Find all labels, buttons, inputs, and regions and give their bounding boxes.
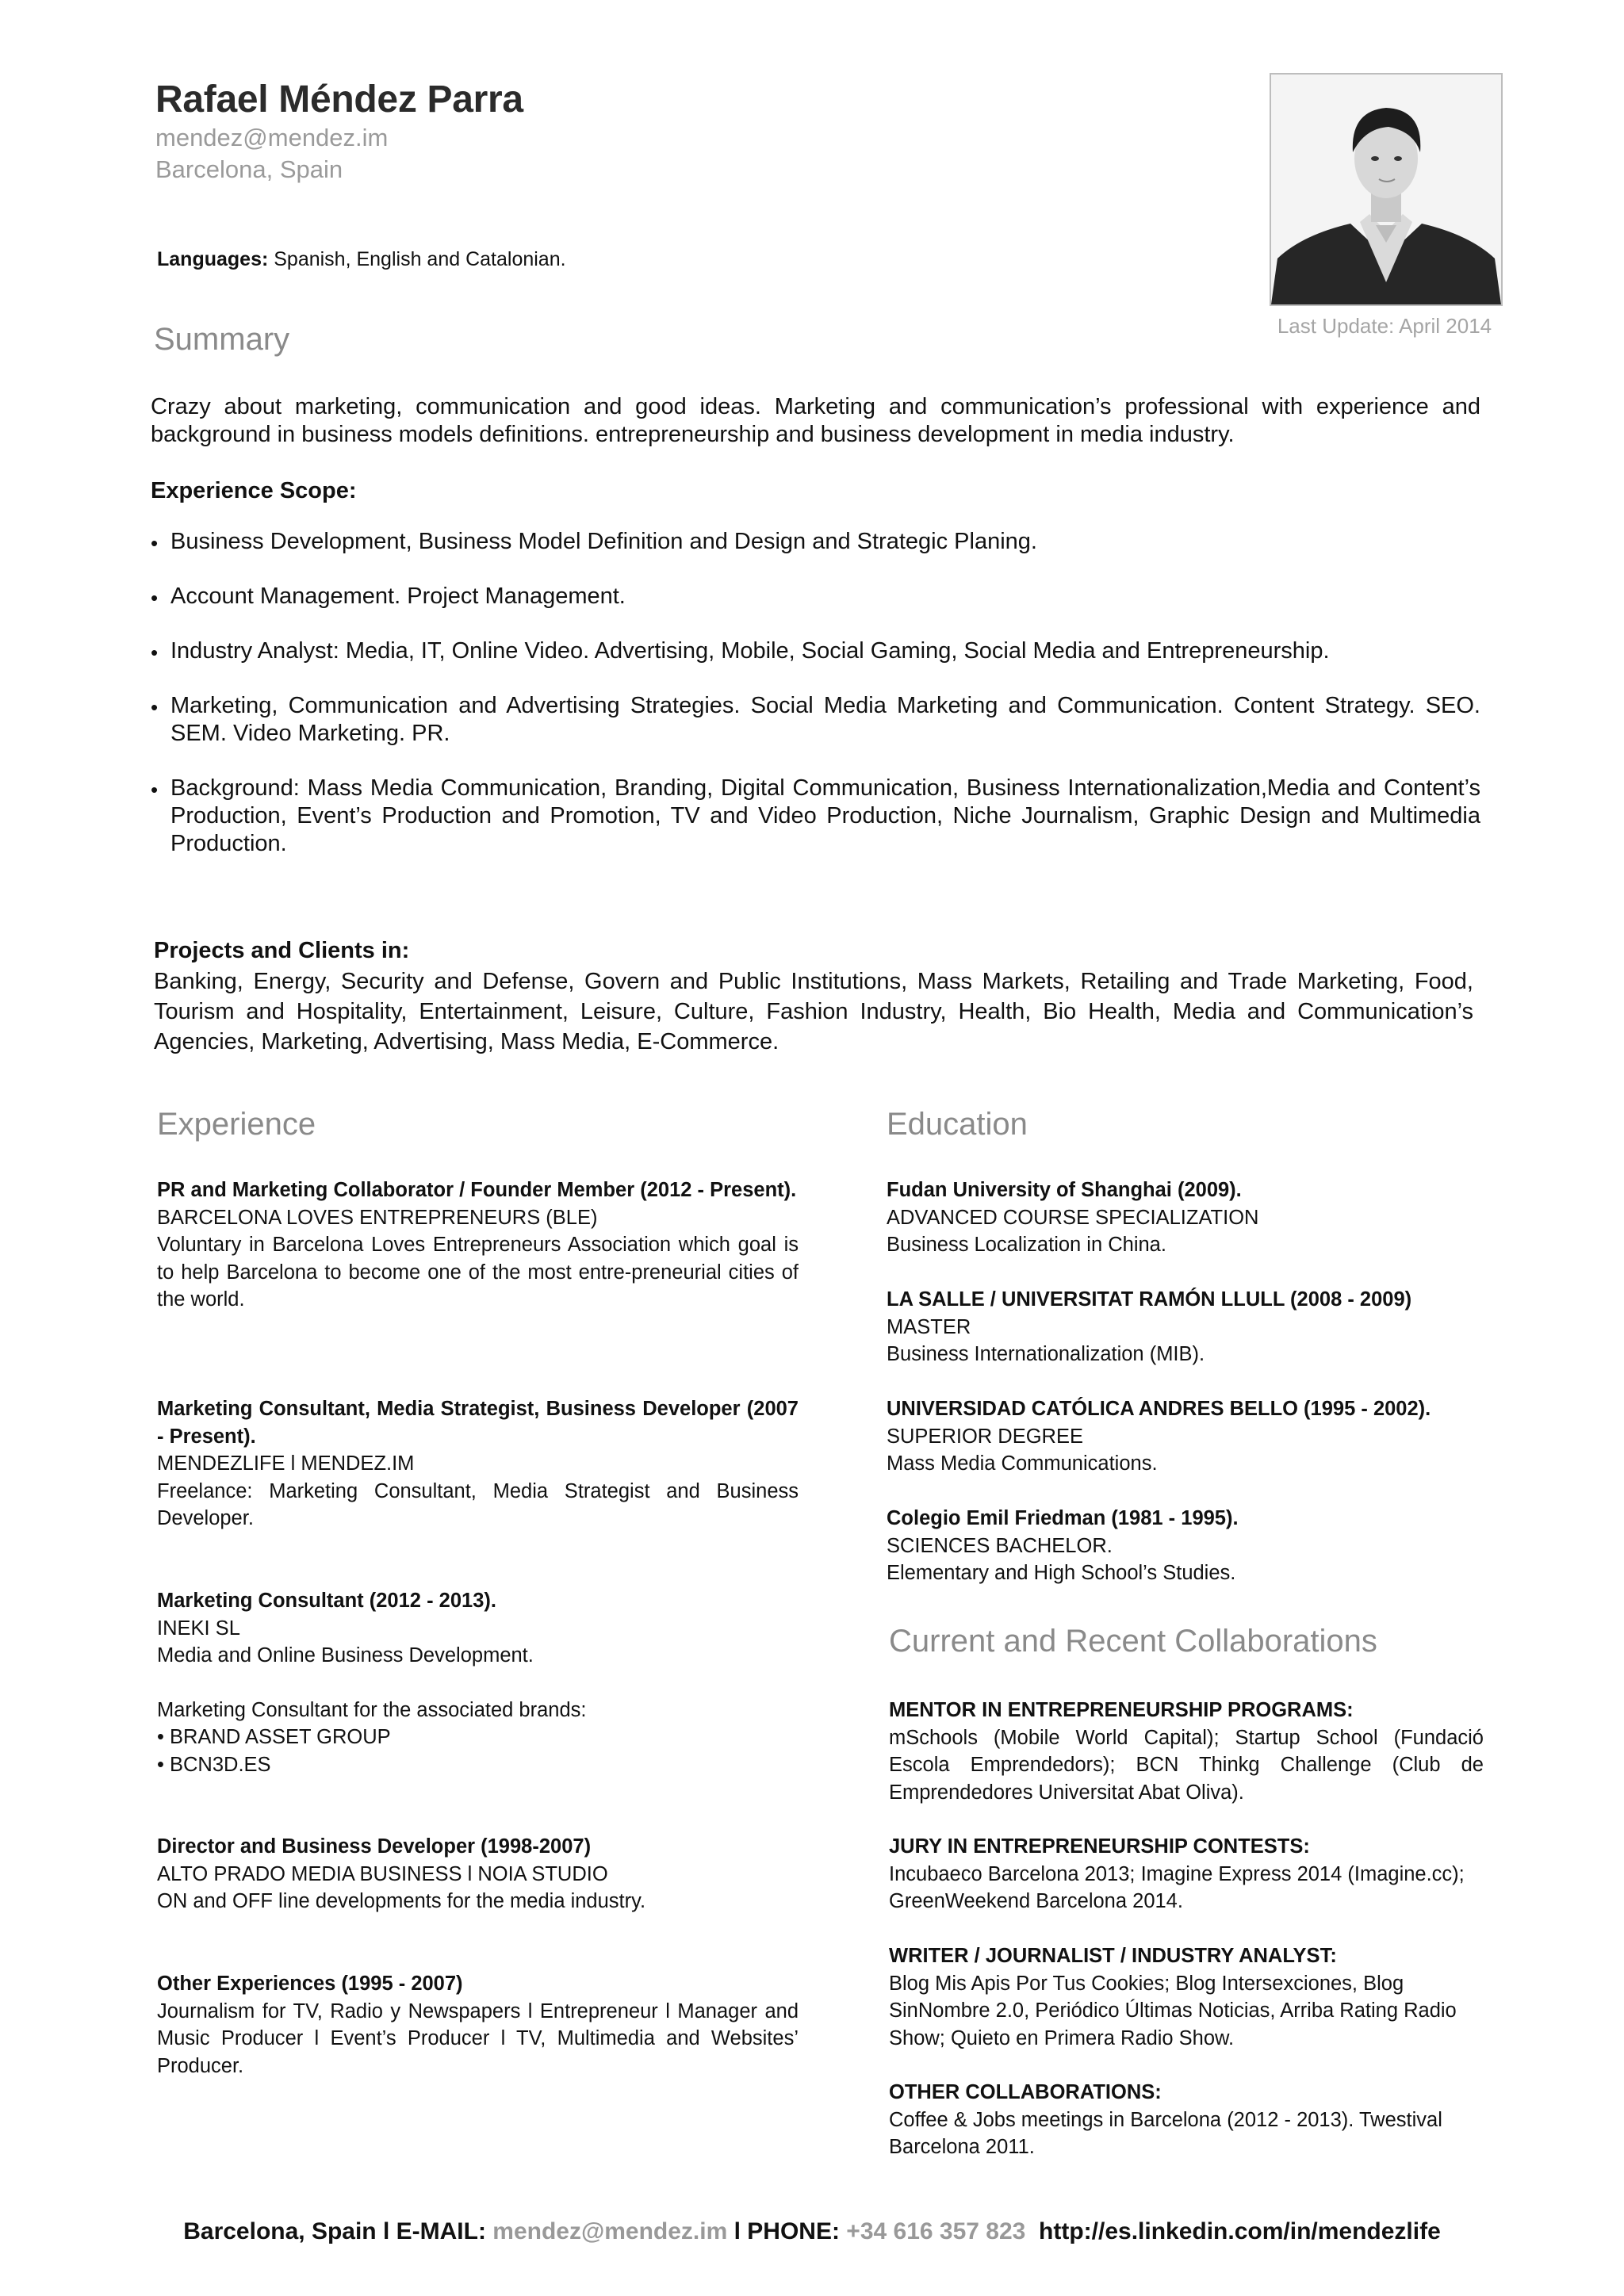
job-company: INEKI SL xyxy=(157,1617,240,1640)
education-entry xyxy=(887,1177,1489,1259)
list-item: • Background: Mass Media Communication, Branding, Digital Communication, Business Internationalization,Media and Content’s Production, Event’s Production and Promotion, TV and Video Production, Niche Journalism, Graphic Design and Multimedia Production. xyxy=(151,775,1480,858)
degree-detail: Elementary and High School’s Studies. xyxy=(887,1562,1236,1584)
school-name: UNIVERSIDAD CATÓLICA ANDRES BELLO (1995 - 2002). xyxy=(887,1398,1431,1420)
job-company: BARCELONA LOVES ENTREPRENEURS (BLE) xyxy=(157,1206,598,1229)
experience-entry xyxy=(157,1970,799,2080)
collaboration-heading: OTHER COLLABORATIONS: xyxy=(889,2081,1162,2103)
summary-text: Crazy about marketing, communication and good ideas. Marketing and communication’s professional with experience and background in business models definitions. entrepreneurship and business development in media industry. xyxy=(151,394,1480,447)
job-description: Journalism for TV, Radio y Newspapers l Entrepreneur l Manager and Music Producer l Event’s Producer l TV, Multimedia and Websites’ Producer. xyxy=(157,1999,799,2077)
candidate-name: Rafael Méndez Parra xyxy=(155,78,523,121)
degree-detail: Mass Media Communications. xyxy=(887,1452,1158,1475)
collaboration-entry xyxy=(889,1697,1484,1806)
degree: MASTER xyxy=(887,1315,971,1338)
brand-item: • BRAND ASSET GROUP xyxy=(157,1726,391,1748)
education-title: Education xyxy=(887,1107,1028,1142)
experience-entry xyxy=(157,1177,799,1314)
degree: SUPERIOR DEGREE xyxy=(887,1425,1083,1448)
degree: ADVANCED COURSE SPECIALIZATION xyxy=(887,1206,1259,1229)
job-title: Marketing Consultant (2012 - 2013). xyxy=(157,1590,496,1612)
degree-detail: Business Localization in China. xyxy=(887,1234,1166,1256)
collaboration-text: Coffee & Jobs meetings in Barcelona (2012 - 2013). Twestival Barcelona 2011. xyxy=(889,2108,1442,2158)
languages-value: Spanish, English and Catalonian. xyxy=(268,248,566,270)
experience-scope-list xyxy=(151,528,1480,885)
job-description: Voluntary in Barcelona Loves Entrepreneurs Association which goal is to help Barcelona to become one of the most entre-preneurial cities of the world. xyxy=(157,1234,799,1311)
experience-entry xyxy=(157,1587,799,1778)
collaboration-entry xyxy=(889,1942,1484,2052)
projects-text: Banking, Energy, Security and Defense, Govern and Public Institutions, Mass Markets, Retailing and Trade Marketing, Food, Tourism and Hospitality, Entertainment, Leisure, Culture, Fashion Industry, Health, Bio Health, Media and Communication’s Agencies, Marketing, Advertising, Mass Media, E-Commerce. xyxy=(154,969,1473,1054)
experience-scope-title: Experience Scope: xyxy=(151,478,357,503)
footer-phone-label: l PHONE: xyxy=(727,2218,847,2244)
education-entry xyxy=(887,1505,1489,1587)
profile-photo xyxy=(1270,73,1503,306)
list-item: • Industry Analyst: Media, IT, Online Video. Advertising, Mobile, Social Gaming, Social Media and Entrepreneurship. xyxy=(151,637,1480,665)
school-name: Colegio Emil Friedman (1981 - 1995). xyxy=(887,1507,1239,1529)
experience-entry xyxy=(157,1833,799,1915)
job-description: Freelance: Marketing Consultant, Media Strategist and Business Developer. xyxy=(157,1479,799,1529)
school-name: Fudan University of Shanghai (2009). xyxy=(887,1179,1242,1201)
projects-title: Projects and Clients in: xyxy=(154,938,410,963)
job-description: Media and Online Business Development. xyxy=(157,1644,534,1667)
education-entry xyxy=(887,1286,1489,1368)
collaboration-entry xyxy=(889,1833,1484,1915)
collaboration-heading: WRITER / JOURNALIST / INDUSTRY ANALYST: xyxy=(889,1945,1337,1967)
job-company: ALTO PRADO MEDIA BUSINESS l NOIA STUDIO xyxy=(157,1862,608,1885)
collaboration-heading: MENTOR IN ENTREPRENEURSHIP PROGRAMS: xyxy=(889,1699,1354,1721)
experience-title: Experience xyxy=(157,1107,316,1142)
job-title: PR and Marketing Collaborator / Founder Member (2012 - Present). xyxy=(157,1179,797,1201)
collaboration-text: Incubaeco Barcelona 2013; Imagine Express 2014 (Imagine.cc); GreenWeekend Barcelona 2014. xyxy=(889,1862,1465,1912)
degree: SCIENCES BACHELOR. xyxy=(887,1534,1113,1557)
contact-location: Barcelona, Spain xyxy=(155,155,343,183)
list-item: • Account Management. Project Management. xyxy=(151,583,1480,610)
last-update: Last Update: April 2014 xyxy=(1277,314,1492,338)
job-title: Marketing Consultant, Media Strategist, Business Developer (2007 - Present). xyxy=(157,1398,799,1448)
footer-location: Barcelona, Spain l E-MAIL: xyxy=(183,2218,493,2244)
degree-detail: Business Internationalization (MIB). xyxy=(887,1343,1205,1365)
summary-title: Summary xyxy=(154,322,290,357)
collaboration-text: Blog Mis Apis Por Tus Cookies; Blog Intersexciones, Blog SinNombre 2.0, Periódico Últimas Noticias, Arriba Rating Radio Show; Quieto en Primera Radio Show. xyxy=(889,1972,1457,2049)
job-title: Director and Business Developer (1998-2007) xyxy=(157,1835,592,1858)
job-description: ON and OFF line developments for the media industry. xyxy=(157,1890,646,1912)
collaboration-heading: JURY IN ENTREPRENEURSHIP CONTESTS: xyxy=(889,1835,1310,1858)
footer-contact xyxy=(0,2218,1624,2245)
footer-email-link[interactable]: mendez@mendez.im xyxy=(492,2218,728,2244)
collaboration-entry xyxy=(889,2079,1484,2161)
footer-phone[interactable]: +34 616 357 823 xyxy=(846,2218,1026,2244)
experience-entry xyxy=(157,1395,799,1533)
job-company: MENDEZLIFE l MENDEZ.IM xyxy=(157,1452,415,1475)
portrait-image xyxy=(1271,75,1501,304)
school-name: LA SALLE / UNIVERSITAT RAMÓN LLULL (2008 - 2009) xyxy=(887,1288,1412,1311)
footer-linkedin-link[interactable]: http://es.linkedin.com/in/mendezlife xyxy=(1025,2218,1441,2244)
collaboration-text: mSchools (Mobile World Capital); Startup School (Fundació Escola Emprendedors); BCN Thinkg Challenge (Club de Emprendedores Universitat Abat Oliva). xyxy=(889,1726,1484,1804)
brand-item: • BCN3D.ES xyxy=(157,1753,271,1776)
job-title: Other Experiences (1995 - 2007) xyxy=(157,1973,463,1995)
contact-email[interactable]: mendez@mendez.im xyxy=(155,124,389,151)
list-item: • Business Development, Business Model Definition and Design and Strategic Planing. xyxy=(151,528,1480,556)
languages-label: Languages: xyxy=(157,248,269,270)
list-item: • Marketing, Communication and Advertising Strategies. Social Media Marketing and Communication. Content Strategy. SEO. SEM. Video Marketing. PR. xyxy=(151,692,1480,748)
languages-line xyxy=(157,248,566,271)
education-entry xyxy=(887,1395,1489,1478)
collaborations-title: Current and Recent Collaborations xyxy=(889,1624,1377,1659)
brands-intro: Marketing Consultant for the associated brands: xyxy=(157,1698,587,1721)
